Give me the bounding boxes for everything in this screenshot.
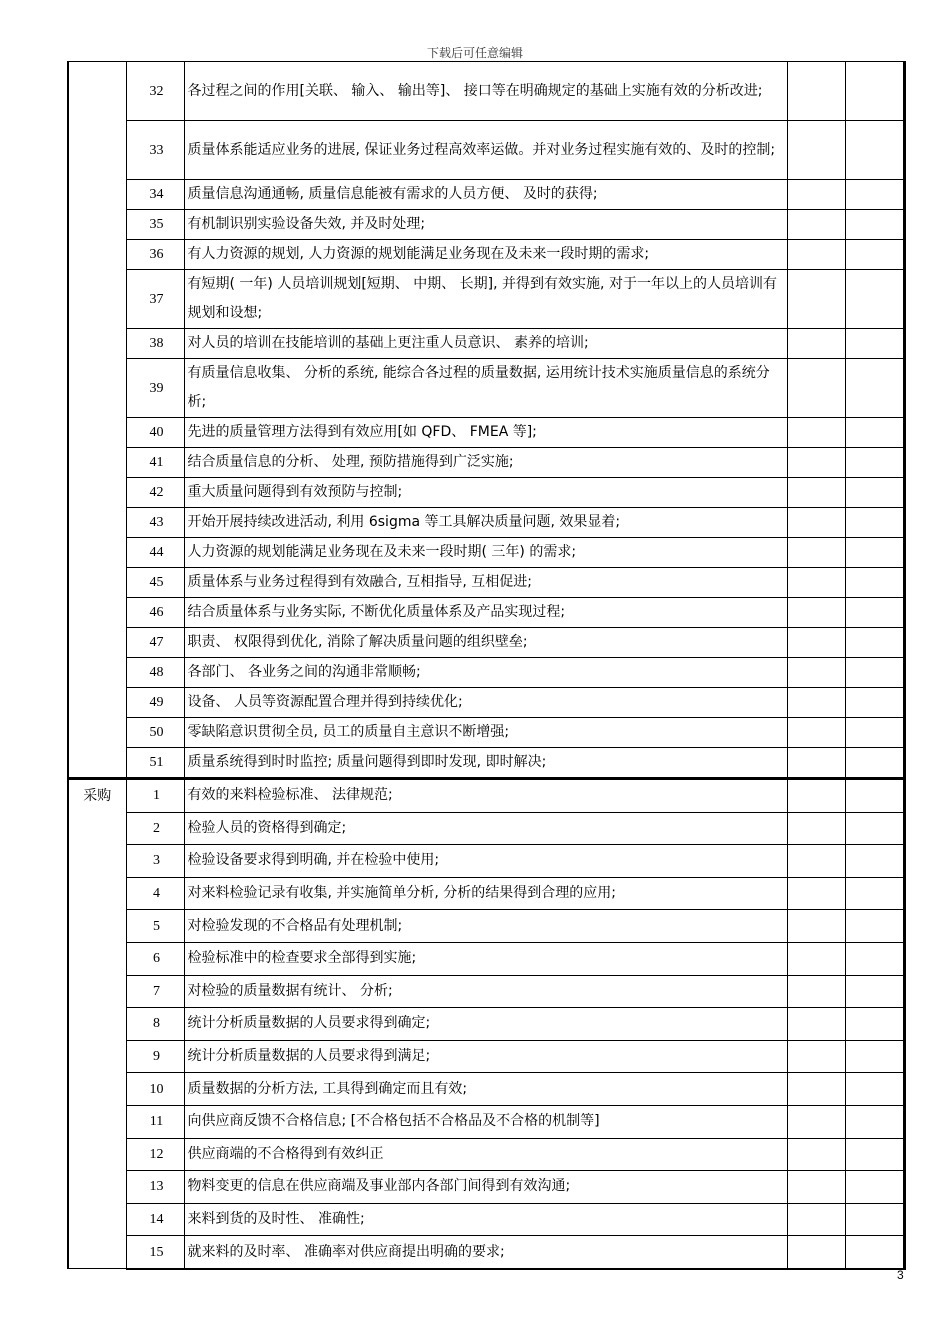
table-row [68, 538, 904, 568]
item-description: 检验标准中的检查要求全部得到实施; [184, 942, 787, 975]
score-cell[interactable] [787, 418, 845, 448]
remark-cell[interactable] [845, 568, 904, 598]
item-number: 49 [126, 688, 184, 718]
item-description: 有机制识别实验设备失效, 并及时处理; [184, 210, 787, 240]
item-description: 结合质量体系与业务实际, 不断优化质量体系及产品实现过程; [184, 598, 787, 628]
score-cell[interactable] [787, 812, 845, 845]
table-row [68, 1073, 904, 1106]
item-number: 51 [126, 748, 184, 779]
table-row [68, 628, 904, 658]
item-number: 40 [126, 418, 184, 448]
remark-cell[interactable] [845, 1105, 904, 1138]
score-cell[interactable] [787, 1236, 845, 1269]
table-row [68, 180, 904, 210]
item-description: 供应商端的不合格得到有效纠正 [184, 1138, 787, 1171]
item-number: 33 [126, 121, 184, 180]
score-cell[interactable] [787, 62, 845, 121]
remark-cell[interactable] [845, 538, 904, 568]
item-number: 13 [126, 1171, 184, 1204]
table-row [68, 975, 904, 1008]
item-number: 1 [126, 779, 184, 813]
item-number: 4 [126, 877, 184, 910]
table-row [68, 1008, 904, 1041]
item-description: 质量数据的分析方法, 工具得到确定而且有效; [184, 1073, 787, 1106]
score-cell[interactable] [787, 270, 845, 329]
item-description: 物料变更的信息在供应商端及事业部内各部门间得到有效沟通; [184, 1171, 787, 1204]
item-description: 重大质量问题得到有效预防与控制; [184, 478, 787, 508]
score-cell[interactable] [787, 598, 845, 628]
remark-cell[interactable] [845, 628, 904, 658]
item-description: 开始开展持续改进活动, 利用 6sigma 等工具解决质量问题, 效果显着; [184, 508, 787, 538]
table-row [68, 779, 904, 813]
table-row [68, 568, 904, 598]
score-cell[interactable] [787, 1040, 845, 1073]
item-number: 12 [126, 1138, 184, 1171]
item-description: 有效的来料检验标准、 法律规范; [184, 779, 787, 813]
remark-cell[interactable] [845, 1008, 904, 1041]
remark-cell[interactable] [845, 359, 904, 418]
item-number: 2 [126, 812, 184, 845]
remark-cell[interactable] [845, 1040, 904, 1073]
score-cell[interactable] [787, 121, 845, 180]
table-row [68, 598, 904, 628]
item-number: 10 [126, 1073, 184, 1106]
remark-cell[interactable] [845, 448, 904, 478]
remark-cell[interactable] [845, 240, 904, 270]
item-description: 职责、 权限得到优化, 消除了解决质量问题的组织壁垒; [184, 628, 787, 658]
score-cell[interactable] [787, 448, 845, 478]
score-cell[interactable] [787, 779, 845, 813]
item-description: 先进的质量管理方法得到有效应用[如 QFD、 FMEA 等]; [184, 418, 787, 448]
item-number: 3 [126, 845, 184, 878]
score-cell[interactable] [787, 688, 845, 718]
remark-cell[interactable] [845, 121, 904, 180]
remark-cell[interactable] [845, 812, 904, 845]
score-cell[interactable] [787, 658, 845, 688]
item-number: 15 [126, 1236, 184, 1269]
item-number: 45 [126, 568, 184, 598]
item-description: 检验设备要求得到明确, 并在检验中使用; [184, 845, 787, 878]
remark-cell[interactable] [845, 180, 904, 210]
remark-cell[interactable] [845, 718, 904, 748]
item-number: 35 [126, 210, 184, 240]
item-number: 47 [126, 628, 184, 658]
table-row [68, 1138, 904, 1171]
item-description: 设备、 人员等资源配置合理并得到持续优化; [184, 688, 787, 718]
table-row [68, 478, 904, 508]
score-cell[interactable] [787, 1203, 845, 1236]
score-cell[interactable] [787, 1073, 845, 1106]
table-row [68, 270, 904, 329]
item-description: 质量系统得到时时监控; 质量问题得到即时发现, 即时解决; [184, 748, 787, 779]
table-row [68, 448, 904, 478]
category-cell: 采购 [68, 779, 126, 1269]
item-description: 来料到货的及时性、 准确性; [184, 1203, 787, 1236]
table-row [68, 1040, 904, 1073]
remark-cell[interactable] [845, 62, 904, 121]
item-number: 37 [126, 270, 184, 329]
item-description: 向供应商反馈不合格信息; [不合格包括不合格品及不合格的机制等] [184, 1105, 787, 1138]
remark-cell[interactable] [845, 478, 904, 508]
item-description: 就来料的及时率、 准确率对供应商提出明确的要求; [184, 1236, 787, 1269]
page-number: 3 [897, 1268, 904, 1282]
item-number: 14 [126, 1203, 184, 1236]
score-cell[interactable] [787, 910, 845, 943]
table-row [68, 718, 904, 748]
item-description: 统计分析质量数据的人员要求得到满足; [184, 1040, 787, 1073]
item-description: 零缺陷意识贯彻全员, 员工的质量自主意识不断增强; [184, 718, 787, 748]
remark-cell[interactable] [845, 1138, 904, 1171]
item-description: 统计分析质量数据的人员要求得到确定; [184, 1008, 787, 1041]
score-cell[interactable] [787, 942, 845, 975]
item-number: 8 [126, 1008, 184, 1041]
item-description: 质量信息沟通通畅, 质量信息能被有需求的人员方便、 及时的获得; [184, 180, 787, 210]
item-number: 32 [126, 62, 184, 121]
checklist-table [67, 61, 906, 1270]
score-cell[interactable] [787, 845, 845, 878]
score-cell[interactable] [787, 568, 845, 598]
item-description: 人力资源的规划能满足业务现在及未来一段时期( 三年) 的需求; [184, 538, 787, 568]
score-cell[interactable] [787, 538, 845, 568]
remark-cell[interactable] [845, 877, 904, 910]
remark-cell[interactable] [845, 688, 904, 718]
score-cell[interactable] [787, 329, 845, 359]
item-number: 7 [126, 975, 184, 1008]
item-description: 对来料检验记录有收集, 并实施简单分析, 分析的结果得到合理的应用; [184, 877, 787, 910]
item-description: 对检验发现的不合格品有处理机制; [184, 910, 787, 943]
score-cell[interactable] [787, 1008, 845, 1041]
remark-cell[interactable] [845, 1203, 904, 1236]
item-description: 有质量信息收集、 分析的系统, 能综合各过程的质量数据, 运用统计技术实施质量信息的系统分析; [184, 359, 787, 418]
remark-cell[interactable] [845, 210, 904, 240]
table-row [68, 942, 904, 975]
table-row [68, 1203, 904, 1236]
table-row [68, 877, 904, 910]
remark-cell[interactable] [845, 658, 904, 688]
table-row [68, 812, 904, 845]
remark-cell[interactable] [845, 329, 904, 359]
score-cell[interactable] [787, 877, 845, 910]
table-row [68, 1105, 904, 1138]
table-row [68, 210, 904, 240]
item-number: 50 [126, 718, 184, 748]
score-cell[interactable] [787, 718, 845, 748]
remark-cell[interactable] [845, 508, 904, 538]
category-cell [68, 62, 126, 779]
item-number: 46 [126, 598, 184, 628]
score-cell[interactable] [787, 478, 845, 508]
remark-cell[interactable] [845, 779, 904, 813]
table-row [68, 62, 904, 121]
score-cell[interactable] [787, 1138, 845, 1171]
item-number: 44 [126, 538, 184, 568]
score-cell[interactable] [787, 240, 845, 270]
remark-cell[interactable] [845, 942, 904, 975]
item-description: 有短期( 一年) 人员培训规划[短期、 中期、 长期], 并得到有效实施, 对于一年以上的人员培训有规划和设想; [184, 270, 787, 329]
item-description: 结合质量信息的分析、 处理, 预防措施得到广泛实施; [184, 448, 787, 478]
table-row [68, 845, 904, 878]
score-cell[interactable] [787, 1171, 845, 1204]
score-cell[interactable] [787, 210, 845, 240]
item-number: 34 [126, 180, 184, 210]
remark-cell[interactable] [845, 418, 904, 448]
item-number: 42 [126, 478, 184, 508]
item-description: 质量体系能适应业务的进展, 保证业务过程高效率运做。并对业务过程实施有效的、及时的控制; [184, 121, 787, 180]
item-description: 有人力资源的规划, 人力资源的规划能满足业务现在及未来一段时期的需求; [184, 240, 787, 270]
remark-cell[interactable] [845, 910, 904, 943]
remark-cell[interactable] [845, 598, 904, 628]
remark-cell[interactable] [845, 1171, 904, 1204]
header-note: 下载后可任意编辑 [426, 46, 523, 60]
table-row [68, 748, 904, 779]
item-number: 38 [126, 329, 184, 359]
remark-cell[interactable] [845, 270, 904, 329]
item-number: 48 [126, 658, 184, 688]
remark-cell[interactable] [845, 975, 904, 1008]
item-description: 对人员的培训在技能培训的基础上更注重人员意识、 素养的培训; [184, 329, 787, 359]
item-description: 各部门、 各业务之间的沟通非常顺畅; [184, 658, 787, 688]
remark-cell[interactable] [845, 1236, 904, 1269]
remark-cell[interactable] [845, 748, 904, 779]
item-number: 5 [126, 910, 184, 943]
table-row [68, 359, 904, 418]
table-row [68, 240, 904, 270]
item-number: 39 [126, 359, 184, 418]
item-description: 各过程之间的作用[关联、 输入、 输出等]、 接口等在明确规定的基础上实施有效的分析改进; [184, 62, 787, 121]
table-row [68, 1236, 904, 1269]
table-row [68, 418, 904, 448]
item-number: 11 [126, 1105, 184, 1138]
item-number: 9 [126, 1040, 184, 1073]
table-row [68, 1171, 904, 1204]
score-cell[interactable] [787, 748, 845, 779]
table-row [68, 658, 904, 688]
score-cell[interactable] [787, 508, 845, 538]
score-cell[interactable] [787, 628, 845, 658]
table-row [68, 688, 904, 718]
item-number: 43 [126, 508, 184, 538]
item-description: 检验人员的资格得到确定; [184, 812, 787, 845]
item-number: 36 [126, 240, 184, 270]
score-cell[interactable] [787, 1105, 845, 1138]
item-number: 41 [126, 448, 184, 478]
item-number: 6 [126, 942, 184, 975]
item-description: 质量体系与业务过程得到有效融合, 互相指导, 互相促进; [184, 568, 787, 598]
score-cell[interactable] [787, 359, 845, 418]
table-row [68, 910, 904, 943]
score-cell[interactable] [787, 180, 845, 210]
remark-cell[interactable] [845, 1073, 904, 1106]
table-row [68, 121, 904, 180]
table-row [68, 329, 904, 359]
remark-cell[interactable] [845, 845, 904, 878]
score-cell[interactable] [787, 975, 845, 1008]
table-row [68, 508, 904, 538]
item-description: 对检验的质量数据有统计、 分析; [184, 975, 787, 1008]
